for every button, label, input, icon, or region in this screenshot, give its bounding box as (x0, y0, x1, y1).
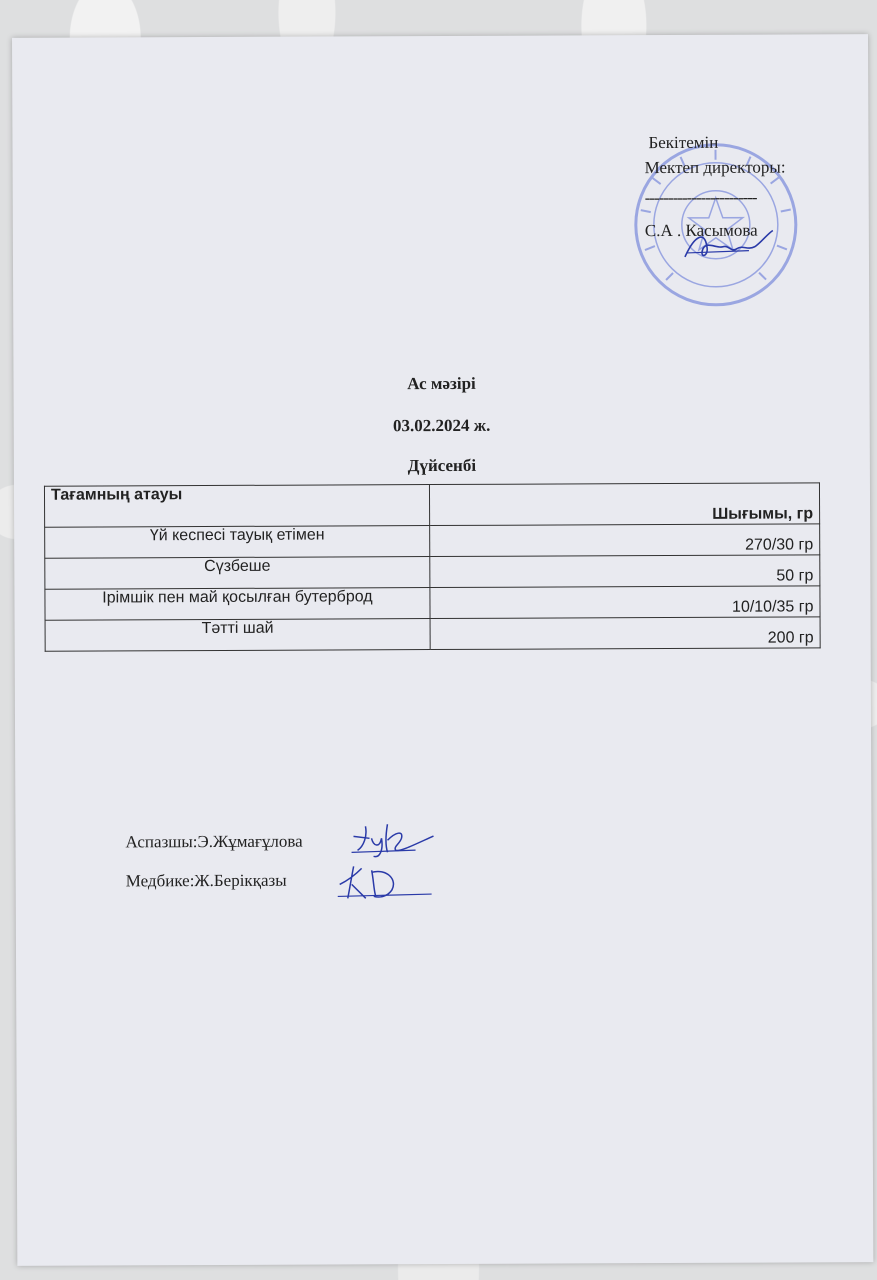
table-row (45, 617, 820, 651)
approval-label: Бекітемін (648, 132, 719, 153)
nurse-signature (332, 858, 432, 903)
approval-position: Мектеп директоры: (644, 157, 786, 177)
dish-portion: 200 гр (430, 617, 820, 650)
menu-table (44, 482, 821, 651)
dish-portion: 50 гр (430, 555, 820, 588)
dish-portion: 10/10/35 гр (430, 586, 820, 619)
cook-signature (345, 816, 435, 861)
table-header-row (44, 483, 819, 527)
document-page (12, 34, 873, 1266)
signature-line: ------------------------ (644, 187, 757, 208)
director-signature (677, 227, 777, 267)
dish-name: Ірімшік пен май қосылған бутерброд (45, 588, 430, 621)
menu-title: Ас мәзірі (407, 373, 476, 394)
nurse-line: Медбике:Ж.Берікқазы (125, 870, 287, 891)
menu-date: 03.02.2024 ж. (392, 415, 491, 436)
director-name: С.А . Касымова (644, 220, 758, 241)
dish-name: Тәтті шай (45, 619, 430, 652)
cook-line: Аспазшы:Э.Жұмағұлова (125, 831, 303, 852)
table-row (45, 555, 820, 589)
column-header-dish: Тағамның атауы (44, 485, 429, 528)
column-header-portion: Шығымы, гр (429, 483, 819, 526)
table-row (45, 586, 820, 620)
menu-day: Дүйсенбі (407, 455, 477, 476)
dish-name: Үй кеспесі тауық етімен (45, 526, 430, 559)
dish-name: Сүзбеше (45, 557, 430, 590)
dish-portion: 270/30 гр (430, 524, 820, 557)
table-row (45, 524, 820, 558)
